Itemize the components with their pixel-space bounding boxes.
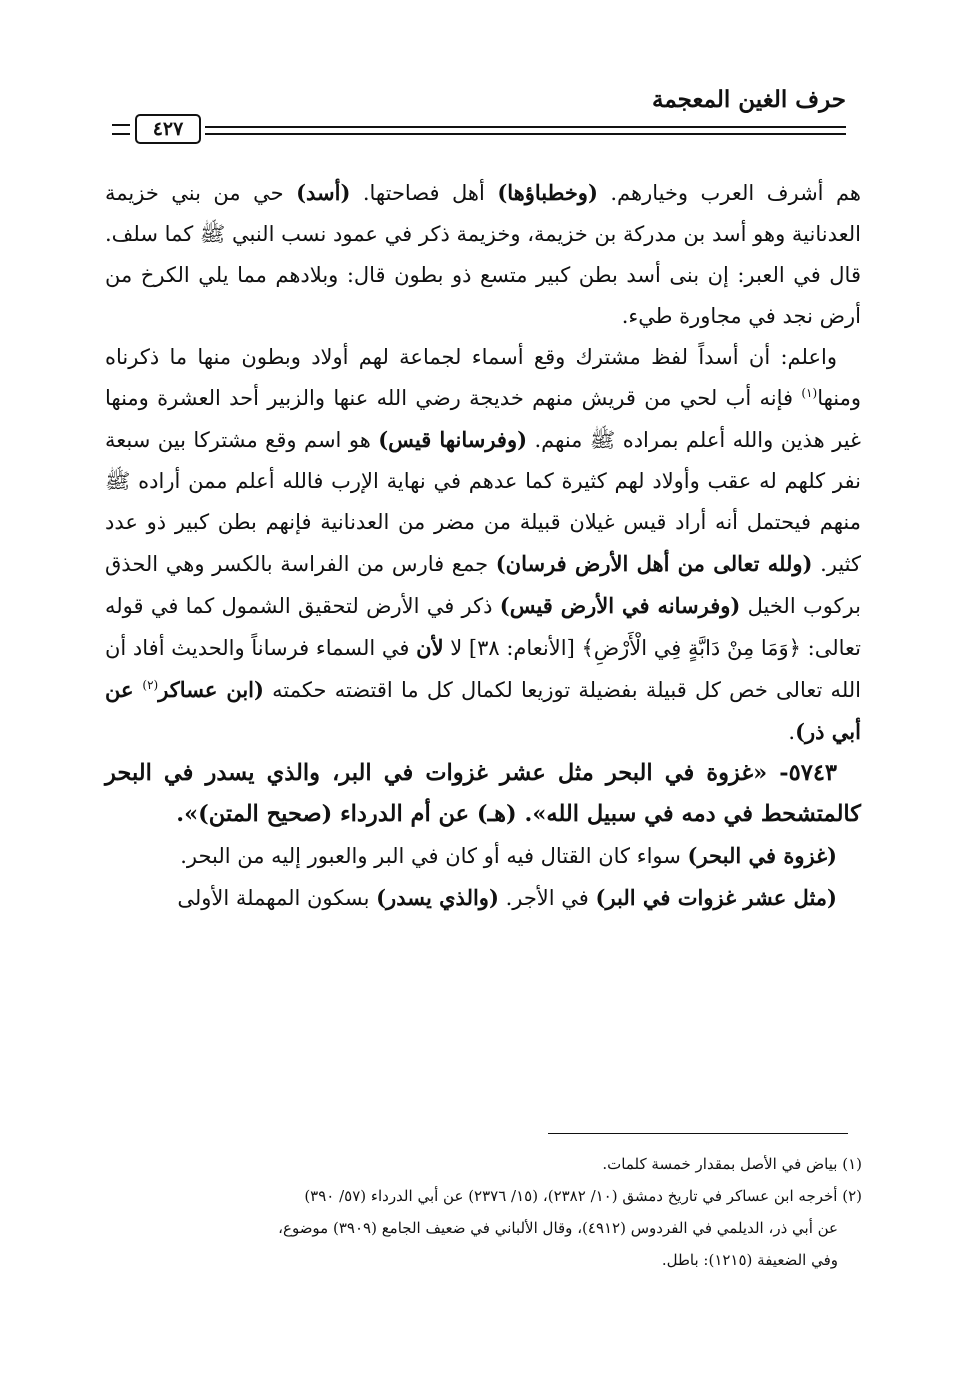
footnote-2-line-2: عن أبي ذر، الديلمي في الفردوس (٤٩١٢)، وقال الألباني في ضعيف الجامع (٣٩٠٩) موضوع، (278, 1219, 838, 1237)
footnote-ref-2: (٢) (142, 678, 159, 692)
main-text (105, 172, 861, 919)
footnotes (110, 1148, 862, 1276)
footnote-2-line-3: وفي الضعيفة (١٢١٥): باطل. (661, 1251, 838, 1269)
footnote-2-line-1: (٢) أخرجه ابن عساكر في تاريخ دمشق (١٠/ ٢٣٨٢)، (١٥/ ٢٣٧٦) عن أبي الدرداء (٥٧/ ٣٩٠) (304, 1187, 862, 1205)
footnote-1: (١) بياض في الأصل بمقدار خمسة كلمات. (602, 1155, 862, 1173)
paragraph-4: (مثل عشر غزوات في البر) في الأجر. (والذي يسدر) بسكون المهملة الأولى (177, 885, 837, 910)
hadith-text: ٥٧٤٣- «غزوة في البحر مثل عشر غزوات في البر، والذي يسدر في البحر كالمتشحط في دمه في سبيل الله». (هـ) عن أم الدرداء (صحيح المتن)». (105, 760, 861, 827)
paragraph-1: هم أشرف العرب وخيارهم. (وخطباؤها) أهل فصاحتها. (أسد) حي من بني خزيمة العدنانية وهو أسد بن مدركة بن خزيمة، وخزيمة ذكر في عمود نسب النبي ﷺ كما سلف. قال في العبر: إن بنى أسد بطن كبير متسع ذو بطون قال: وبلادهم مما يلي الكرخ من أرض نجد في مجاورة طيء. (105, 180, 862, 328)
header-rule-end-mark (112, 124, 130, 135)
paragraph-3: (غزوة في البحر) سواء كان القتال فيه أو كان في البر والعبور إليه من البحر. (180, 843, 837, 868)
footnote-ref-1: (١) (801, 386, 818, 400)
paragraph-2: واعلم: أن أسداً لفظ مشترك وقع أسماء لجماعة لهم أولاد وبطون منها ما ذكرناه ومنها$^{(١)}$ فإنه أب لحي من قريش منهم خديجة رضي الله عنها والزبير أحد العشرة ومنها غير هذين والله أعلم بمراده ﷺ منهم. (وفرسانها قيس) هو اسم وقع مشتركا بين سبعة نفر كلهم له عقب وأولاد لهم كثيرة كما عدهم في نهاية الإرب فالله أعلم ممن أراده ﷺ منهم فيحتمل أنه أراد قيس غيلان قبيلة من مضر من العدنانية فإنهم بطن كبير ذو عدد كثير. (ولله تعالى من أهل الأرض فرسان) جمع فارس من الفراسة بالكسر وهي الحذق بركوب الخيل (وفرسانه في الأرض قيس) ذكر في الأرض لتحقيق الشمول كما في قوله تعالى: ﴿وَمَا مِنْ دَابَّةٍ فِي الْأَرْضِ﴾ [الأنعام: ٣٨] لا لأن في السماء فرساناً والحديث أفاد أن الله تعالى خص كل قبيلة بفضيلة توزيعا لكمال كل ما اقتضته حكمته (ابن عساكر$^{(٢)}$ عن أبي ذر). (105, 345, 862, 744)
running-header-title: حرف الغين المعجمة (652, 86, 846, 113)
page-number: ٤٢٧ (135, 114, 201, 144)
header-double-rule (205, 126, 846, 135)
footnote-separator (548, 1133, 848, 1134)
